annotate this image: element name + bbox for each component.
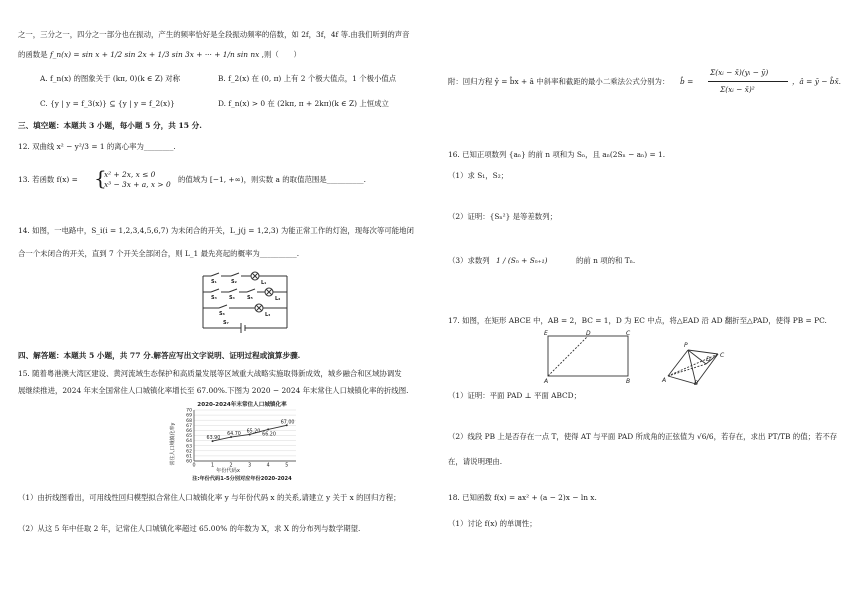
regression-fraction-bar	[708, 81, 788, 82]
q13-brace: {	[94, 166, 107, 190]
chart-xlabel: 年份代码x	[216, 468, 240, 474]
regression-formula	[448, 52, 848, 92]
fig-label-c2: C	[720, 352, 725, 359]
switch-s4-label: S₄	[229, 295, 235, 301]
lamp-l1-label: L₁	[261, 280, 267, 286]
q11-option-a: A. f_n(x) 的图象关于 (kπ, 0)(k ∈ Z) 对称	[40, 74, 180, 83]
chart-ytick-label: 63	[186, 444, 192, 450]
chart-xtick-label: 3	[248, 463, 252, 469]
chart-ytick-label: 67	[186, 423, 192, 429]
chart-ytick-label: 62	[186, 449, 192, 455]
chart-ytick-label: 68	[186, 418, 192, 424]
rectangle-fold-figure	[540, 330, 760, 386]
chart-ytick-label: 70	[186, 408, 192, 414]
switch-s2-label: S₂	[231, 279, 237, 285]
q13-lead: 13. 若函数 f(x) =	[18, 175, 78, 184]
fig-label-b2: B	[694, 380, 699, 386]
chart-data-label: 64.70	[227, 432, 241, 438]
q16-part2: （2）证明：{Sₙ²} 是等差数列；	[448, 212, 557, 221]
fig-label-e: E	[544, 330, 548, 337]
lamp-l2-label: L₂	[275, 296, 281, 302]
section-3-heading: 三、填空题：本题共 3 小题，每小题 5 分，共 15 分.	[18, 121, 202, 130]
q11-option-c: C. {y | y = f_3(x)} ⊆ {y | y = f_2(x)}	[40, 99, 175, 108]
chart-xtick-label: 4	[266, 463, 270, 469]
regression-denominator: Σ(xᵢ − x̄)²	[720, 85, 755, 94]
q16-text: 16. 已知正项数列 {aₙ} 的前 n 项和为 Sₙ，且 aₙ(2Sₙ − aₙ) = 1.	[448, 150, 666, 159]
q16-part3-lead: （3）求数列	[448, 256, 490, 265]
q13-piece-1: x² + 2x, x ≤ 0	[104, 170, 156, 179]
chart-ytick-label: 61	[186, 454, 192, 460]
regression-b-label: b̂ =	[680, 77, 694, 86]
fig-label-c: C	[626, 330, 631, 337]
urbanization-line-chart	[160, 399, 320, 487]
chart-data-label: 67.00	[280, 420, 295, 426]
q14-line2: 合一个未闭合的开关，直到 7 个开关全部闭合，则 L_1 最先亮起的概率为__________.	[18, 249, 300, 258]
q11-text-a: 的函数是	[18, 50, 48, 59]
chart-data-label: 65.20	[246, 429, 261, 435]
q11-intro-line1: 之一，三分之一，四分之一部分也在振动，产生的频率恰好是全段振动频率的倍数，如 2f，3f，4f 等.由我们听到的声音	[18, 30, 410, 39]
q11-function: f_n(x) = sin x + 1/2 sin 2x + 1/3 sin 3x + ··· + 1/n sin nx	[49, 50, 260, 59]
chart-title: 2020-2024年末常住人口城镇化率	[197, 402, 287, 408]
lamp-l3-label: L₃	[265, 312, 271, 318]
q11-text-c: ,则（ ）	[261, 50, 301, 59]
q18-text: 18. 已知函数 f(x) = ax² + (a − 2)x − ln x.	[448, 493, 597, 502]
chart-ytick-label: 65	[186, 434, 192, 440]
circuit-figure	[197, 270, 293, 336]
q11-option-d: D. f_n(x) > 0 在 (2kπ, π + 2kπ)(k ∈ Z) 上恒成立	[218, 99, 389, 108]
fig-label-a: A	[544, 378, 549, 385]
q12-text: 12. 双曲线 x² − y²/3 = 1 的离心率为________.	[18, 142, 176, 151]
chart-xtick-label: 0	[192, 463, 196, 469]
q15-line2: 展继续推进，2024 年末全国常住人口城镇化率增长至 67.00%.下图为 2020 − 2024 年末常住人口城镇化率的折线图.	[18, 386, 409, 395]
fig-label-d: D	[586, 330, 591, 337]
fig-label-p: P	[684, 342, 688, 349]
regression-numerator: Σ(xᵢ − x̄)(yᵢ − ȳ)	[710, 68, 769, 77]
q17-part1: （1）证明：平面 PAD ⊥ 平面 ABCD；	[448, 391, 581, 400]
q11-option-b: B. f_2(x) 在 (0, π) 上有 2 个极大值点，1 个极小值点	[218, 74, 397, 83]
chart-data-label: 63.90	[206, 436, 221, 442]
q17-text: 17. 如图，在矩形 ABCE 中，AB = 2，BC = 1，D 为 EC 中点，将△EAD 沿 AD 翻折至△PAD，使得 PB = PC.	[448, 316, 827, 325]
chart-ylabel: 常住人口城镇化率y	[170, 422, 176, 466]
q16-part3-tail: 的前 n 项的和 Tₙ.	[576, 256, 636, 265]
regression-a: ，â = ȳ − b̂x̄.	[792, 77, 842, 86]
chart-xtick-label: 1	[211, 463, 215, 469]
q15-line1: 15. 随着粤港澳大湾区建设、黄河流域生态保护和高质量发展等区域重大战略实施取得新成效，城乡融合和区域协调发	[18, 369, 402, 378]
q16-part1: （1）求 S₁，S₂；	[448, 171, 509, 180]
regression-intro: 附：回归方程 ŷ = b̂x + â 中斜率和截距的最小二乘法公式分别为：	[448, 77, 670, 86]
chart-xtick-label: 2	[229, 463, 233, 469]
q13-tail: 的值域为 [−1, +∞)，则实数 a 的取值范围是__________.	[178, 175, 366, 184]
chart-note: 注:年份代码1-5分别对应年份2020-2024	[192, 476, 292, 482]
switch-s7-label: S₇	[223, 320, 229, 326]
q17-part2-line1: （2）线段 PB 上是否存在一点 T，使得 AT 与平面 PAD 所成角的正弦值为 √6/6，若存在，求出 PT/TB 的值；若不存	[448, 432, 838, 441]
q15-part1: （1）由折线图看出，可用线性回归模型拟合常住人口城镇化率 y 与年份代码 x 的关系,请建立 y 关于 x 的回归方程；	[18, 493, 401, 502]
section-4-heading: 四、解答题：本题共 5 小题，共 77 分.解答应写出文字说明、证明过程或演算步骤.	[18, 351, 301, 360]
q16-part3-fraction: 1 / (Sₙ + Sₙ₊₁)	[496, 256, 548, 265]
fig-label-b: B	[626, 378, 631, 385]
switch-s1-label: S₁	[211, 279, 217, 285]
q15-part2: （2）从这 5 年中任取 2 年，记常住人口城镇化率超过 65.00% 的年数为 X，求 X 的分布列与数学期望.	[18, 524, 361, 533]
q11-intro-line2	[18, 50, 301, 59]
chart-ytick-label: 69	[186, 413, 192, 419]
fig-label-a2: A	[662, 377, 667, 384]
chart-ytick-label: 60	[186, 459, 192, 465]
chart-data-label: 66.20	[262, 432, 276, 438]
switch-s6-label: S₆	[219, 311, 225, 317]
chart-ytick-label: 66	[186, 429, 192, 434]
q14-line1: 14. 如图，一电路中，S_i(i = 1,2,3,4,5,6,7) 为未闭合的开关，L_j(j = 1,2,3) 为能正常工作的灯泡，现每次等可能地闭	[18, 226, 414, 235]
chart-data-point	[267, 428, 269, 430]
switch-s3-label: S₃	[211, 295, 217, 301]
q18-part1: （1）讨论 f(x) 的单调性；	[448, 519, 537, 528]
switch-s5-label: S₅	[247, 295, 253, 301]
q13-piece-2: x³ − 3x + a, x > 0	[104, 180, 171, 189]
chart-ytick-label: 64	[186, 439, 192, 445]
chart-xtick-label: 5	[285, 463, 289, 469]
fig-label-d2: D	[706, 356, 711, 363]
q17-part2-line2: 在，请说明理由.	[448, 457, 503, 466]
